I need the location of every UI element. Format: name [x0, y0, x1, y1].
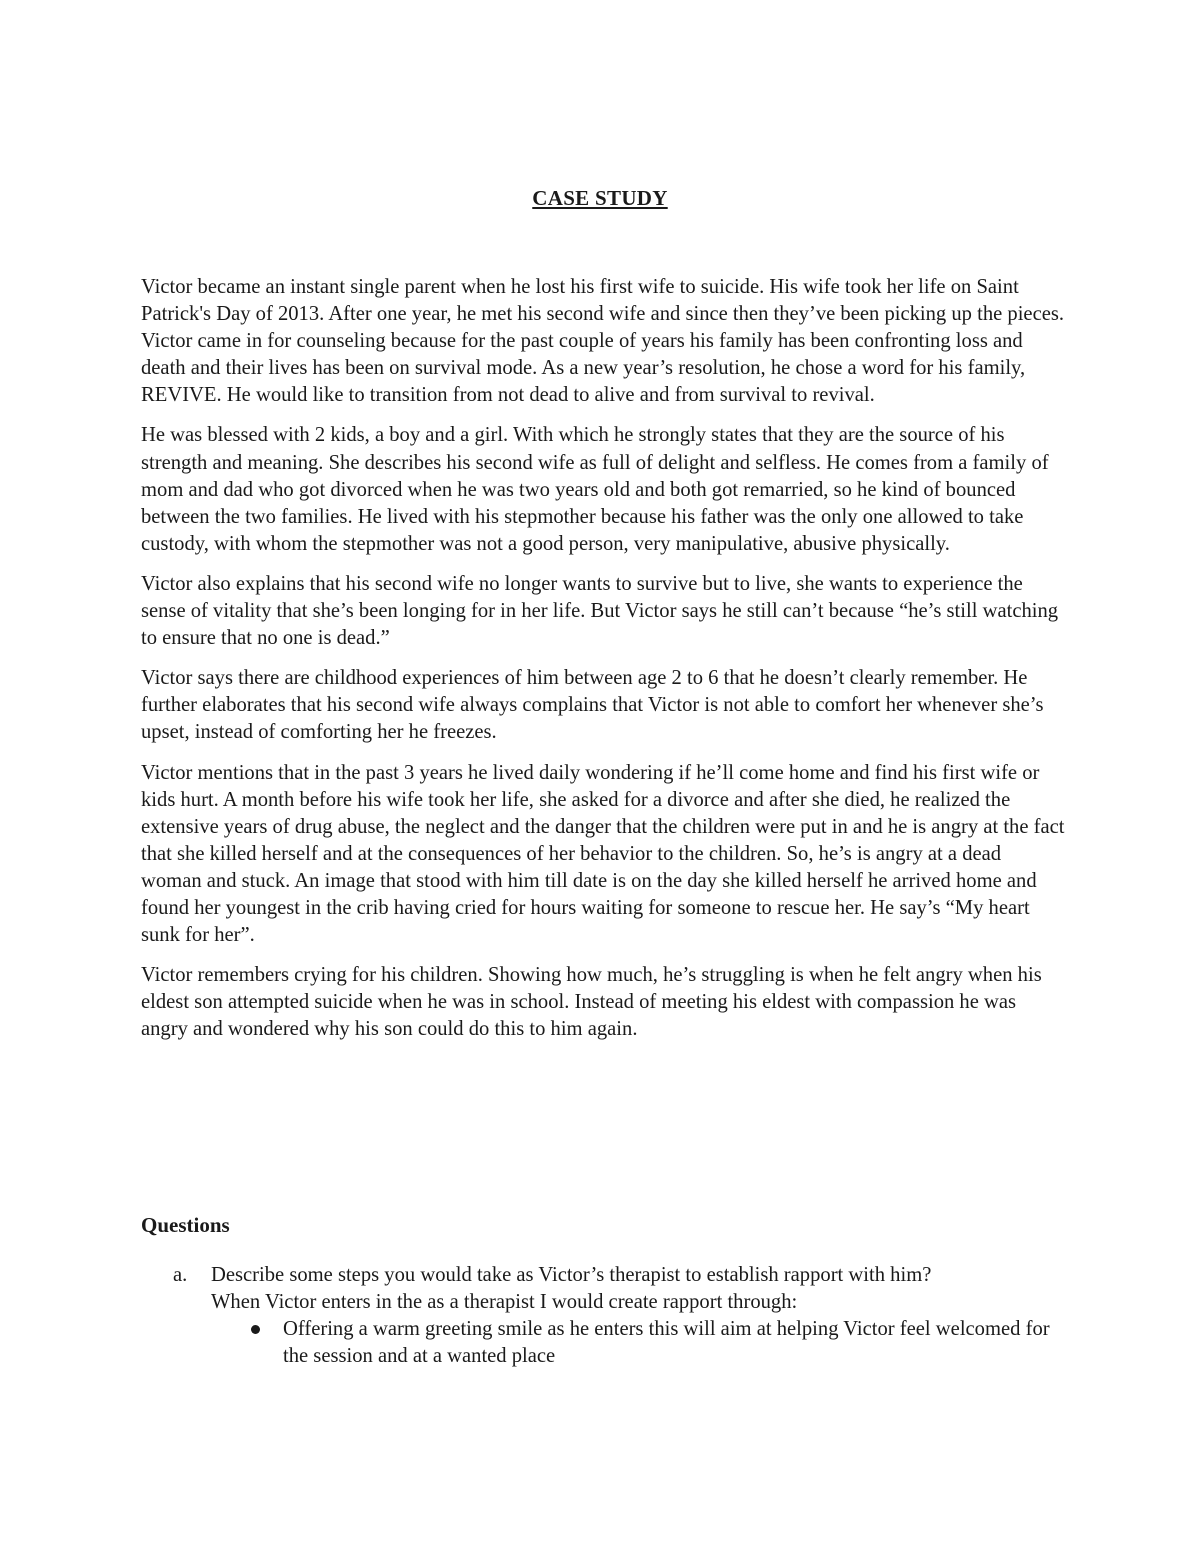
paragraph: Victor mentions that in the past 3 years he lived daily wondering if he’ll come home and find his first wife or kids hurt. A month before his wife took her life, she asked for a divorce and after she died, he realized the extensive years of drug abuse, the neglect and the danger that the children were put in and he is angry at the fact that she killed herself and at the consequences of her behavior to the children. So, he’s is angry at a dead woman and stuck. An image that stood with him till date is on the day she killed herself he arrived home and found her youngest in the crib having cried for hours waiting for someone to rescue her. He say’s “My heart sunk for her”.	[141, 761, 1065, 947]
paragraph: Victor says there are childhood experiences of him between age 2 to 6 that he doesn’t clearly remember. He further elaborates that his second wife always complains that Victor is not able to comfort her whenever she’s upset, instead of comforting her he freezes.	[141, 667, 1044, 744]
paragraph: He was blessed with 2 kids, a boy and a girl. With which he strongly states that they are the source of his strength and meaning. She describes his second wife as full of delight and selfless. He comes from a family of mom and dad who got divorced when he was two years old and both got remarried, so he kind of bounced between the two families. He lived with his stepmother because his father was the only one allowed to take custody, with whom the stepmother was not a good person, very manipulative, abusive physically.	[141, 424, 1049, 555]
question-marker: a.	[173, 1264, 188, 1286]
question-item	[141, 1262, 1066, 1316]
question-list	[141, 1262, 1066, 1370]
question-followup: When Victor enters in the as a therapist I would create rapport through:	[211, 1291, 798, 1314]
question-text: Describe some steps you would take as Victor’s therapist to establish rapport with him?	[211, 1264, 932, 1286]
case-study-body	[141, 274, 1066, 1056]
bullet-text: Offering a warm greeting smile as he enters this will aim at helping Victor feel welcomed for the session and at a wanted place	[283, 1318, 1050, 1368]
answer-bullet-item	[211, 1316, 1066, 1370]
paragraph: Victor also explains that his second wife no longer wants to survive but to live, she wants to experience the sense of vitality that she’s been longing for in her life. But Victor says he still can’t because “he’s still watching to ensure that no one is dead.”	[141, 572, 1059, 650]
questions-heading: Questions	[141, 1213, 230, 1237]
paragraph: Victor became an instant single parent when he lost his first wife to suicide. His wife took her life on Saint Patrick's Day of 2013. After one year, he met his second wife and since then they’ve been picking up the pieces. Victor came in for counseling because for the past couple of years his family has been confronting loss and death and their lives has been on survival mode. As a new year’s resolution, he chose a word for his family, REVIVE. He would like to transition from not dead to alive and from survival to revival.	[141, 276, 1065, 407]
paragraph: Victor remembers crying for his children. Showing how much, he’s struggling is when he felt angry when his eldest son attempted suicide when he was in school. Instead of meeting his eldest with compassion he was angry and wondered why his son could do this to him again.	[141, 964, 1042, 1041]
page-title: CASE STUDY	[532, 186, 668, 210]
bullet-icon	[251, 1325, 260, 1334]
